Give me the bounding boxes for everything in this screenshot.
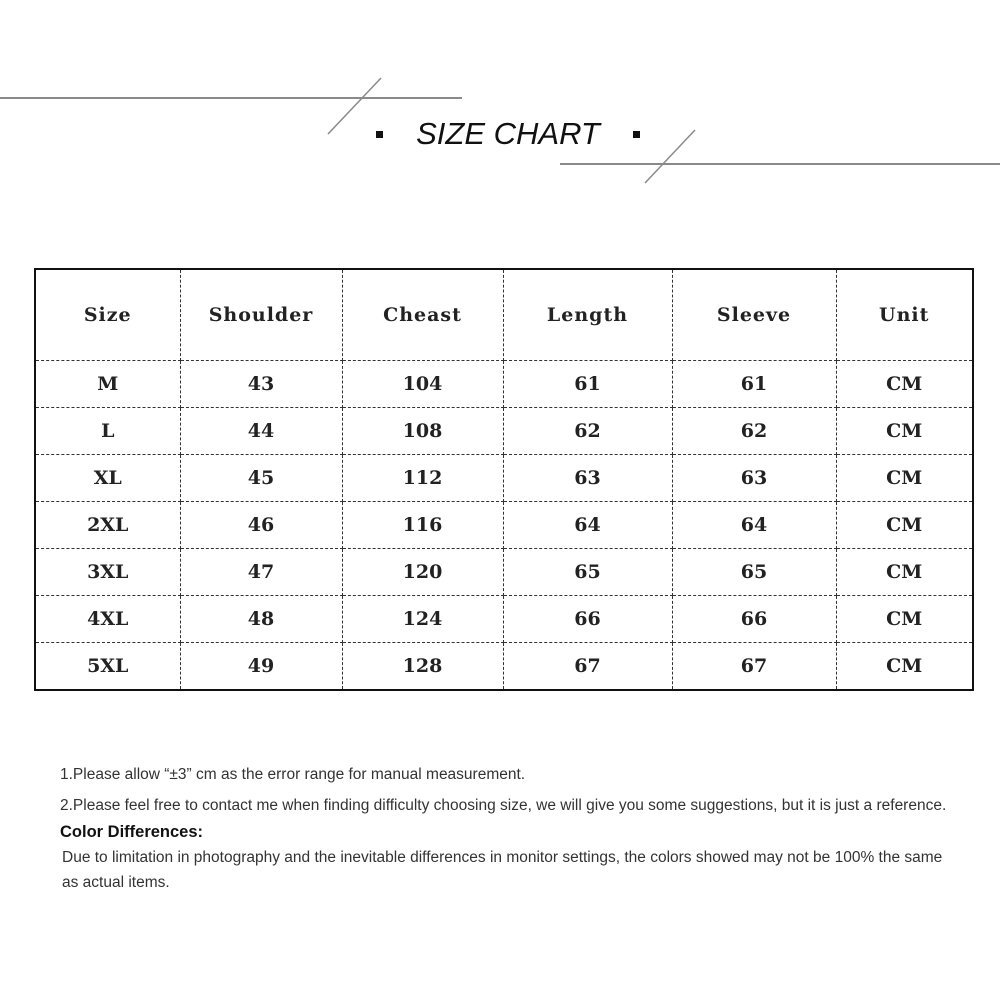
cell-sleeve: 62 xyxy=(672,408,836,455)
cell-size: XL xyxy=(35,455,180,502)
cell-cheast: 128 xyxy=(342,643,503,691)
cell-sleeve: 61 xyxy=(672,361,836,408)
cell-cheast: 124 xyxy=(342,596,503,643)
cell-size: 5XL xyxy=(35,643,180,691)
cell-shoulder: 45 xyxy=(180,455,342,502)
cell-sleeve: 65 xyxy=(672,549,836,596)
page-title: SIZE CHART xyxy=(416,116,600,151)
cell-unit: CM xyxy=(836,596,973,643)
column-header-sleeve: Sleeve xyxy=(672,269,836,361)
table-row xyxy=(35,596,973,643)
cell-unit: CM xyxy=(886,655,923,677)
note-error-range: 1.Please allow “±3” cm as the error range for manual measurement. xyxy=(60,766,526,783)
title-group xyxy=(376,112,640,156)
cell-unit: CM xyxy=(836,455,973,502)
cell-shoulder: 46 xyxy=(180,502,342,549)
cell-size: M xyxy=(35,361,180,408)
table-row xyxy=(35,549,973,596)
cell-unit: CM xyxy=(836,408,973,455)
cell-shoulder: 48 xyxy=(180,596,342,643)
cell-length: 63 xyxy=(503,455,672,502)
cell-cheast: 116 xyxy=(342,502,503,549)
cell-sleeve: 64 xyxy=(672,502,836,549)
cell-size: 2XL xyxy=(35,502,180,549)
cell-shoulder: 49 xyxy=(180,643,342,691)
cell-size: 3XL xyxy=(35,549,180,596)
cell-length: 65 xyxy=(503,549,672,596)
cell-length: 66 xyxy=(503,596,672,643)
column-header-shoulder: Shoulder xyxy=(180,269,342,361)
cell-length: 67 xyxy=(503,643,672,691)
table-row xyxy=(35,502,973,549)
cell-cheast: 108 xyxy=(342,408,503,455)
color-differences-text: Due to limitation in photography and the inevitable differences in monitor settings, the colors showed may not be 100% the same as actual items. xyxy=(62,849,943,891)
color-differences-heading: Color Differences: xyxy=(60,823,204,841)
cell-unit: CM xyxy=(836,502,973,549)
cell-sleeve: 66 xyxy=(672,596,836,643)
cell-length: 64 xyxy=(503,502,672,549)
cell-length: 61 xyxy=(503,361,672,408)
column-header-cheast: Cheast xyxy=(342,269,503,361)
cell-sleeve: 67 xyxy=(672,643,836,691)
notes-section xyxy=(60,762,960,895)
cell-shoulder: 47 xyxy=(180,549,342,596)
cell-shoulder: 44 xyxy=(180,408,342,455)
table-row xyxy=(35,643,973,691)
table-row xyxy=(35,361,973,408)
cell-cheast: 112 xyxy=(342,455,503,502)
table-row xyxy=(35,408,973,455)
cell-cheast: 104 xyxy=(342,361,503,408)
bullet-square-icon xyxy=(633,131,640,138)
note-contact: 2.Please feel free to contact me when finding difficulty choosing size, we will give you some suggestions, but it is just a reference. xyxy=(60,797,947,814)
size-table xyxy=(34,268,974,691)
column-header-unit: Unit xyxy=(836,269,973,361)
cell-cheast: 120 xyxy=(342,549,503,596)
cell-length: 62 xyxy=(503,408,672,455)
bullet-square-icon xyxy=(376,131,383,138)
cell-unit: CM xyxy=(836,549,973,596)
column-header-size: Size xyxy=(35,269,180,361)
cell-shoulder: 43 xyxy=(180,361,342,408)
table-row xyxy=(35,455,973,502)
column-header-length: Length xyxy=(503,269,672,361)
cell-sleeve: 63 xyxy=(672,455,836,502)
cell-unit: CM xyxy=(836,361,973,408)
cell-size: 4XL xyxy=(35,596,180,643)
table-header-row xyxy=(35,269,973,361)
cell-size: L xyxy=(35,408,180,455)
